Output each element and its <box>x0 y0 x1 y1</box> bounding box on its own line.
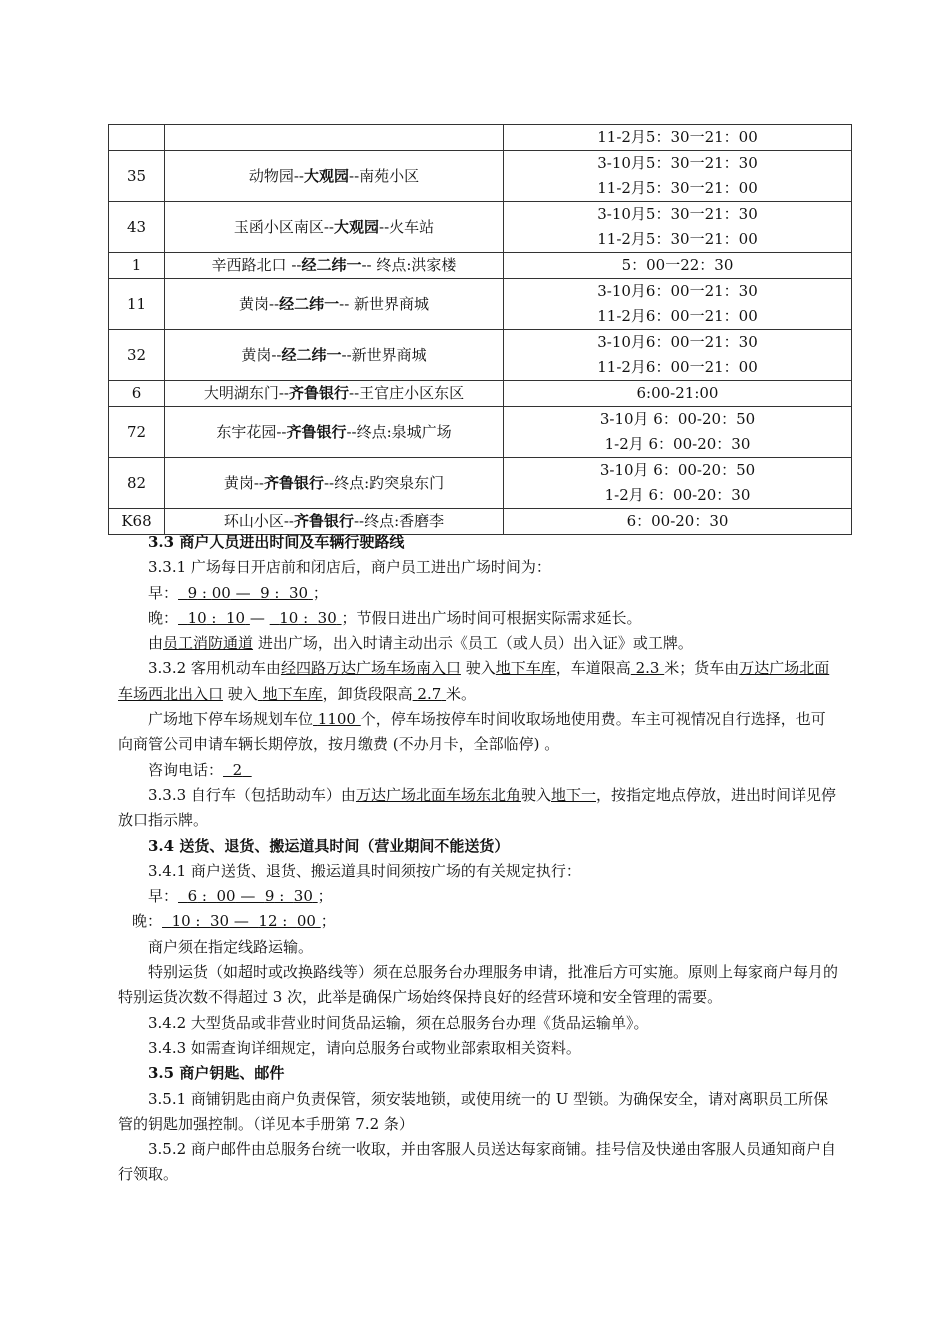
time-value: 10 <box>226 608 246 627</box>
table-row <box>109 458 852 509</box>
phone-value: 2 <box>232 760 243 779</box>
route-terminal-text: -- 新世界商城 <box>339 294 430 313</box>
paragraph-3-4-1: 3.4.1 商户送货、退货、搬运道具时间须按广场的有关规定执行： <box>148 861 581 880</box>
text-run: 广场地下停车场规划车位 <box>148 710 314 729</box>
operating-hours-line: 3-10月 6：00-20：50 <box>599 410 756 428</box>
nearby-stop-name: 齐鲁银行 <box>288 384 349 402</box>
evening-label: 晚： <box>132 912 163 931</box>
route-number-cell: 6 <box>109 381 165 407</box>
route-terminal-text: 黄岗-- <box>241 345 282 364</box>
route-number-cell: 11 <box>109 279 165 330</box>
car-height-limit: 2.3 <box>635 659 660 678</box>
car-garage: 地下车库 <box>495 659 556 678</box>
route-stops-cell <box>165 125 504 151</box>
route-terminal-text: 玉函小区南区-- <box>233 217 334 236</box>
route-number-cell: K68 <box>109 509 165 535</box>
time-value: 10 <box>171 912 191 931</box>
time-value: 9 <box>187 583 198 602</box>
bike-parking: 地下一 <box>550 785 596 804</box>
route-terminal-text: 东宇花园-- <box>216 422 287 441</box>
operating-hours-line: 3-10月5：30一21：30 <box>597 154 758 172</box>
staff-morning-time: 早： 9 : 00 — 9 : 30 ； <box>148 583 328 602</box>
table-row <box>109 407 852 458</box>
evening-note: ；节假日进出广场时间可根据实际需求延长。 <box>341 608 642 627</box>
operating-hours-line: 1-2月 6：00-20：30 <box>604 486 751 504</box>
table-row <box>109 125 852 151</box>
special-delivery-paragraph: 特别运货（如超时或改换路线等）须在总服务台办理服务申请，批准后方可实施。原则上每家商户每月的特别运货次数不得超过 3 次，此举是确保广场始终保持良好的经营环境和安全管理的需要。 <box>118 963 839 1007</box>
route-suffix: 进出广场，出入时请主动出示《员工（或人员）出入证》或工牌。 <box>257 634 693 653</box>
text-run: ，车道限高 <box>555 659 631 678</box>
text-run: 个，停车场按停车时间收取场地使用费。车主可视情况自行选择，也可向商管公司申请车辆长期停放，按月缴费 (不办月卡，全部临停) 。 <box>118 710 826 754</box>
text-run: 驶入 <box>227 684 258 703</box>
time-value: 6 <box>187 887 198 906</box>
operating-hours-line: 11-2月6：00一21：00 <box>597 307 758 325</box>
operating-hours-cell <box>504 458 852 509</box>
time-value: 30 <box>210 912 230 931</box>
route-stops-cell <box>165 253 504 279</box>
morning-label: 早： <box>148 583 179 602</box>
operating-hours-cell <box>504 381 852 407</box>
time-value: 30 <box>289 583 309 602</box>
nearby-stop-name: 齐鲁银行 <box>286 422 347 441</box>
route-terminal-text: 辛西路北口 -- <box>211 256 302 274</box>
route-prefix: 由 <box>148 634 164 653</box>
delivery-route-note: 商户须在指定线路运输。 <box>148 937 314 956</box>
operating-hours-line: 3-10月5：30一21：30 <box>597 205 758 223</box>
truck-height-limit: 2.7 <box>417 684 442 703</box>
operating-hours-cell <box>504 330 852 381</box>
time-value: 30 <box>293 887 313 906</box>
operating-hours-line: 6:00-21:00 <box>636 384 719 402</box>
time-value: 12 <box>258 912 278 931</box>
route-terminal-text: 黄岗-- <box>238 294 280 313</box>
time-value: 10 <box>279 608 299 627</box>
operating-hours-line: 11-2月5：30一21：00 <box>597 128 758 146</box>
document-body <box>118 530 840 1188</box>
route-terminal-text: 环山小区-- <box>223 512 294 530</box>
phone-label: 咨询电话： <box>148 760 224 779</box>
route-stops-cell <box>165 458 504 509</box>
operating-hours-line: 11-2月6：00一21：00 <box>597 358 758 376</box>
operating-hours-line: 11-2月5：30一21：00 <box>597 230 758 248</box>
table-row <box>109 151 852 202</box>
route-stops-cell <box>165 202 504 253</box>
operating-hours-line: 5：00一22：30 <box>621 256 734 274</box>
paragraph-3-3-1: 3.3.1 广场每日开店前和闭店后，商户员工进出广场时间为： <box>148 558 551 577</box>
text-run: 米；货车由 <box>664 659 740 678</box>
route-terminal-text: --终点:香磨李 <box>353 512 445 530</box>
route-terminal-text: --新世界商城 <box>341 345 427 364</box>
route-stops-cell <box>165 151 504 202</box>
nearby-stop-name: 齐鲁银行 <box>263 473 324 492</box>
bus-route-table-body <box>109 125 852 535</box>
section-3-3-heading: 3.3 商户人员进出时间及车辆行驶路线 <box>148 533 405 551</box>
table-row <box>109 279 852 330</box>
operating-hours-line: 3-10月6：00一21：30 <box>597 333 758 351</box>
operating-hours-cell <box>504 202 852 253</box>
operating-hours-cell <box>504 125 852 151</box>
paragraph-3-4-2: 3.4.2 大型货品或非营业时间货品运输，须在总服务台办理《货品运输单》。 <box>148 1013 649 1032</box>
text-run: 3.3.2 客用机动车由 <box>148 659 281 678</box>
paragraph-3-3-3 <box>118 783 840 834</box>
route-stops-cell <box>165 407 504 458</box>
table-row <box>109 330 852 381</box>
staff-evening-time: 晚： 10 : 10 — 10 : 30 ；节假日进出广场时间可根据实际需求延长。 <box>148 608 642 627</box>
nearby-stop-name: 大观园 <box>333 217 379 236</box>
route-number-cell: 1 <box>109 253 165 279</box>
text-run: ，卸货段限高 <box>322 684 413 703</box>
time-value: 9 <box>264 887 275 906</box>
table-row <box>109 202 852 253</box>
route-terminal-text: --南苑小区 <box>349 166 420 185</box>
time-value: 00 <box>216 887 236 906</box>
operating-hours-line: 3-10月6：00一21：30 <box>597 282 758 300</box>
staff-entrance: 员工消防通道 <box>163 634 254 653</box>
text-run: 驶入 <box>520 785 551 804</box>
route-stops-cell <box>165 381 504 407</box>
route-terminal-text: 大明湖东门-- <box>203 384 289 402</box>
evening-label: 晚： <box>148 608 179 627</box>
nearby-stop-name: 经二纬一 <box>301 256 362 274</box>
operating-hours-cell <box>504 407 852 458</box>
operating-hours-line: 11-2月5：30一21：00 <box>597 179 758 197</box>
nearby-stop-name: 齐鲁银行 <box>293 512 354 530</box>
route-terminal-text: 动物园-- <box>248 166 304 185</box>
section-3-4-heading: 3.4 送货、退货、搬运道具时间（营业期间不能送货） <box>148 836 510 855</box>
route-number-cell: 43 <box>109 202 165 253</box>
paragraph-3-5-1: 3.5.1 商铺钥匙由商户负责保管，须安装地锁，或使用统一的 U 型锁。为确保安全，请对离职员工所保管的钥匙加强控制。（详见本手册第 7.2 条） <box>118 1089 829 1133</box>
time-value: 30 <box>317 608 337 627</box>
route-terminal-text: -- 终点:洪家楼 <box>361 256 457 274</box>
truck-garage: 地下车库 <box>262 684 323 703</box>
time-value: 00 <box>296 912 316 931</box>
text-run: ，按指定地点停放，进出时间详见停放口指示牌。 <box>118 785 836 830</box>
route-terminal-text: --终点:泉城广场 <box>346 422 452 441</box>
route-number-cell: 32 <box>109 330 165 381</box>
nearby-stop-name: 经二纬一 <box>281 345 342 364</box>
route-number-cell: 82 <box>109 458 165 509</box>
time-value: 10 <box>187 608 207 627</box>
operating-hours-cell <box>504 151 852 202</box>
route-terminal-text: --王官庄小区东区 <box>349 384 465 402</box>
staff-route <box>118 631 840 656</box>
operating-hours-line: 1-2月 6：00-20：30 <box>604 435 751 453</box>
nearby-stop-name: 经二纬一 <box>279 294 340 313</box>
consult-phone <box>118 758 840 783</box>
truck-entrance: 万达广场北面车场西北出入口 <box>118 659 830 703</box>
nearby-stop-name: 大观园 <box>303 166 349 185</box>
route-terminal-text: --终点:趵突泉东门 <box>323 473 445 492</box>
section-3-5-heading: 3.5 商户钥匙、邮件 <box>148 1064 285 1083</box>
bike-entrance: 万达广场北面车场东北角 <box>355 785 521 804</box>
route-terminal-text: --火车站 <box>379 217 435 236</box>
operating-hours-line: 3-10月 6：00-20：50 <box>599 461 756 479</box>
text-run: 3.3.3 自行车（包括助动车）由 <box>148 785 356 804</box>
text-run: 驶入 <box>465 659 496 678</box>
paragraph-3-3-2 <box>118 656 840 707</box>
route-stops-cell <box>165 330 504 381</box>
route-terminal-text: 黄岗-- <box>223 473 264 492</box>
car-entrance: 经四路万达广场车场南入口 <box>280 659 461 678</box>
operating-hours-cell <box>504 279 852 330</box>
operating-hours-cell <box>504 253 852 279</box>
table-row <box>109 381 852 407</box>
delivery-morning-time: 早： 6 : 00 — 9 : 30 ； <box>148 887 333 906</box>
route-stops-cell <box>165 279 504 330</box>
paragraph-3-5-2: 3.5.2 商户邮件由总服务台统一收取，并由客服人员送达每家商铺。挂号信及快递由客服人员通知商户自行领取。 <box>118 1140 836 1184</box>
time-value: 9 <box>260 583 270 602</box>
route-number-cell: 35 <box>109 151 165 202</box>
table-row <box>109 253 852 279</box>
time-value: 00 <box>211 583 231 602</box>
morning-label: 早： <box>148 887 179 906</box>
route-number-cell <box>109 125 165 151</box>
paragraph-3-4-3: 3.4.3 如需查询详细规定，请向总服务台或物业部索取相关资料。 <box>148 1038 581 1057</box>
route-number-cell: 72 <box>109 407 165 458</box>
delivery-evening-time: 晚： 10 : 30 — 12 : 00 ； <box>132 912 336 931</box>
operating-hours-line: 6：00-20：30 <box>626 512 729 530</box>
parking-count: 1100 <box>317 710 356 729</box>
text-run: 米。 <box>446 684 477 703</box>
parking-paragraph <box>118 707 840 758</box>
bus-route-table <box>108 124 852 535</box>
